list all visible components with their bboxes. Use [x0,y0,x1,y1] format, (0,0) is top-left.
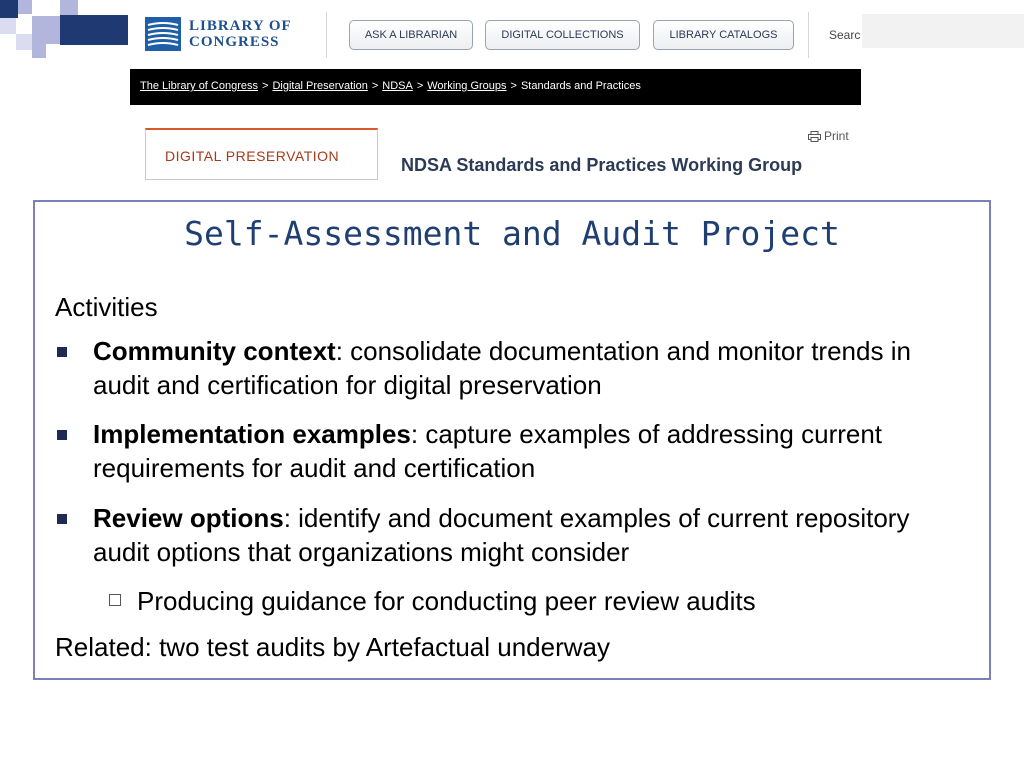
breadcrumb-separator: > [262,80,269,92]
sub-bullet-text: Producing guidance for conducting peer review audits [137,586,756,616]
bullet-text: : capture examples of addressing current requirements for audit and certification [93,419,883,483]
bullet-text: : identify and document examples of current repository audit options that organizations might consider [93,503,910,567]
breadcrumb-separator: > [416,80,424,92]
breadcrumb-separator: > [510,80,517,92]
decor-square [32,44,46,58]
breadcrumb-link-ndsa[interactable]: NDSA [382,80,413,92]
breadcrumb-link-digital-preservation[interactable]: Digital Preservation [272,80,368,92]
digital-collections-button[interactable]: DIGITAL COLLECTIONS [485,20,640,50]
bullet-square-icon [57,514,67,524]
bullet-term: Review options [93,503,284,533]
list-item [55,417,965,485]
digital-preservation-label: DIGITAL PRESERVATION [165,148,340,164]
ask-librarian-button[interactable]: ASK A LIBRARIAN [349,20,473,50]
breadcrumb-separator: > [371,80,379,92]
loc-logo-text [189,18,292,50]
related-note: Related: two test audits by Artefactual underway [55,632,610,662]
decor-square [32,16,60,44]
loc-book-icon [145,17,181,51]
page-heading: NDSA Standards and Practices Working Group [401,155,803,175]
bullet-text: : consolidate documentation and monitor trends in audit and certification for digital preservation [93,336,911,400]
decor-square [18,0,32,14]
sub-list-item [105,584,756,618]
list-item [55,501,965,569]
decor-square [60,15,128,45]
bullet-square-icon [57,430,67,440]
bullet-term: Implementation examples [93,419,411,449]
decor-square [0,18,16,34]
logo-line2: CONGRESS [189,34,280,50]
printer-icon [808,131,821,142]
divider [808,12,809,58]
search-label[interactable]: Searc [829,28,861,42]
slide-panel [33,200,991,680]
breadcrumb-link-working-groups[interactable]: Working Groups [427,80,507,92]
activities-label: Activities [55,292,158,322]
divider [326,12,327,58]
hollow-square-bullet-icon [109,594,121,606]
loc-logo[interactable] [145,15,295,55]
bullet-square-icon [57,347,67,357]
logo-line1: LIBRARY OF [189,18,292,34]
breadcrumb-current: Standards and Practices [520,80,641,92]
decor-square [0,0,18,18]
print-link[interactable] [808,129,849,143]
breadcrumb-link-loc[interactable]: The Library of Congress [140,80,258,92]
print-label: Print [824,129,849,143]
breadcrumb [130,69,861,105]
decor-square [16,34,32,50]
digital-preservation-tab[interactable] [145,128,378,180]
list-item [55,334,965,402]
decor-square [60,0,78,15]
bullet-term: Community context [93,336,336,366]
library-catalogs-button[interactable]: LIBRARY CATALOGS [653,20,794,50]
slide-title: Self-Assessment and Audit Project [184,214,840,253]
search-area [862,14,1024,48]
